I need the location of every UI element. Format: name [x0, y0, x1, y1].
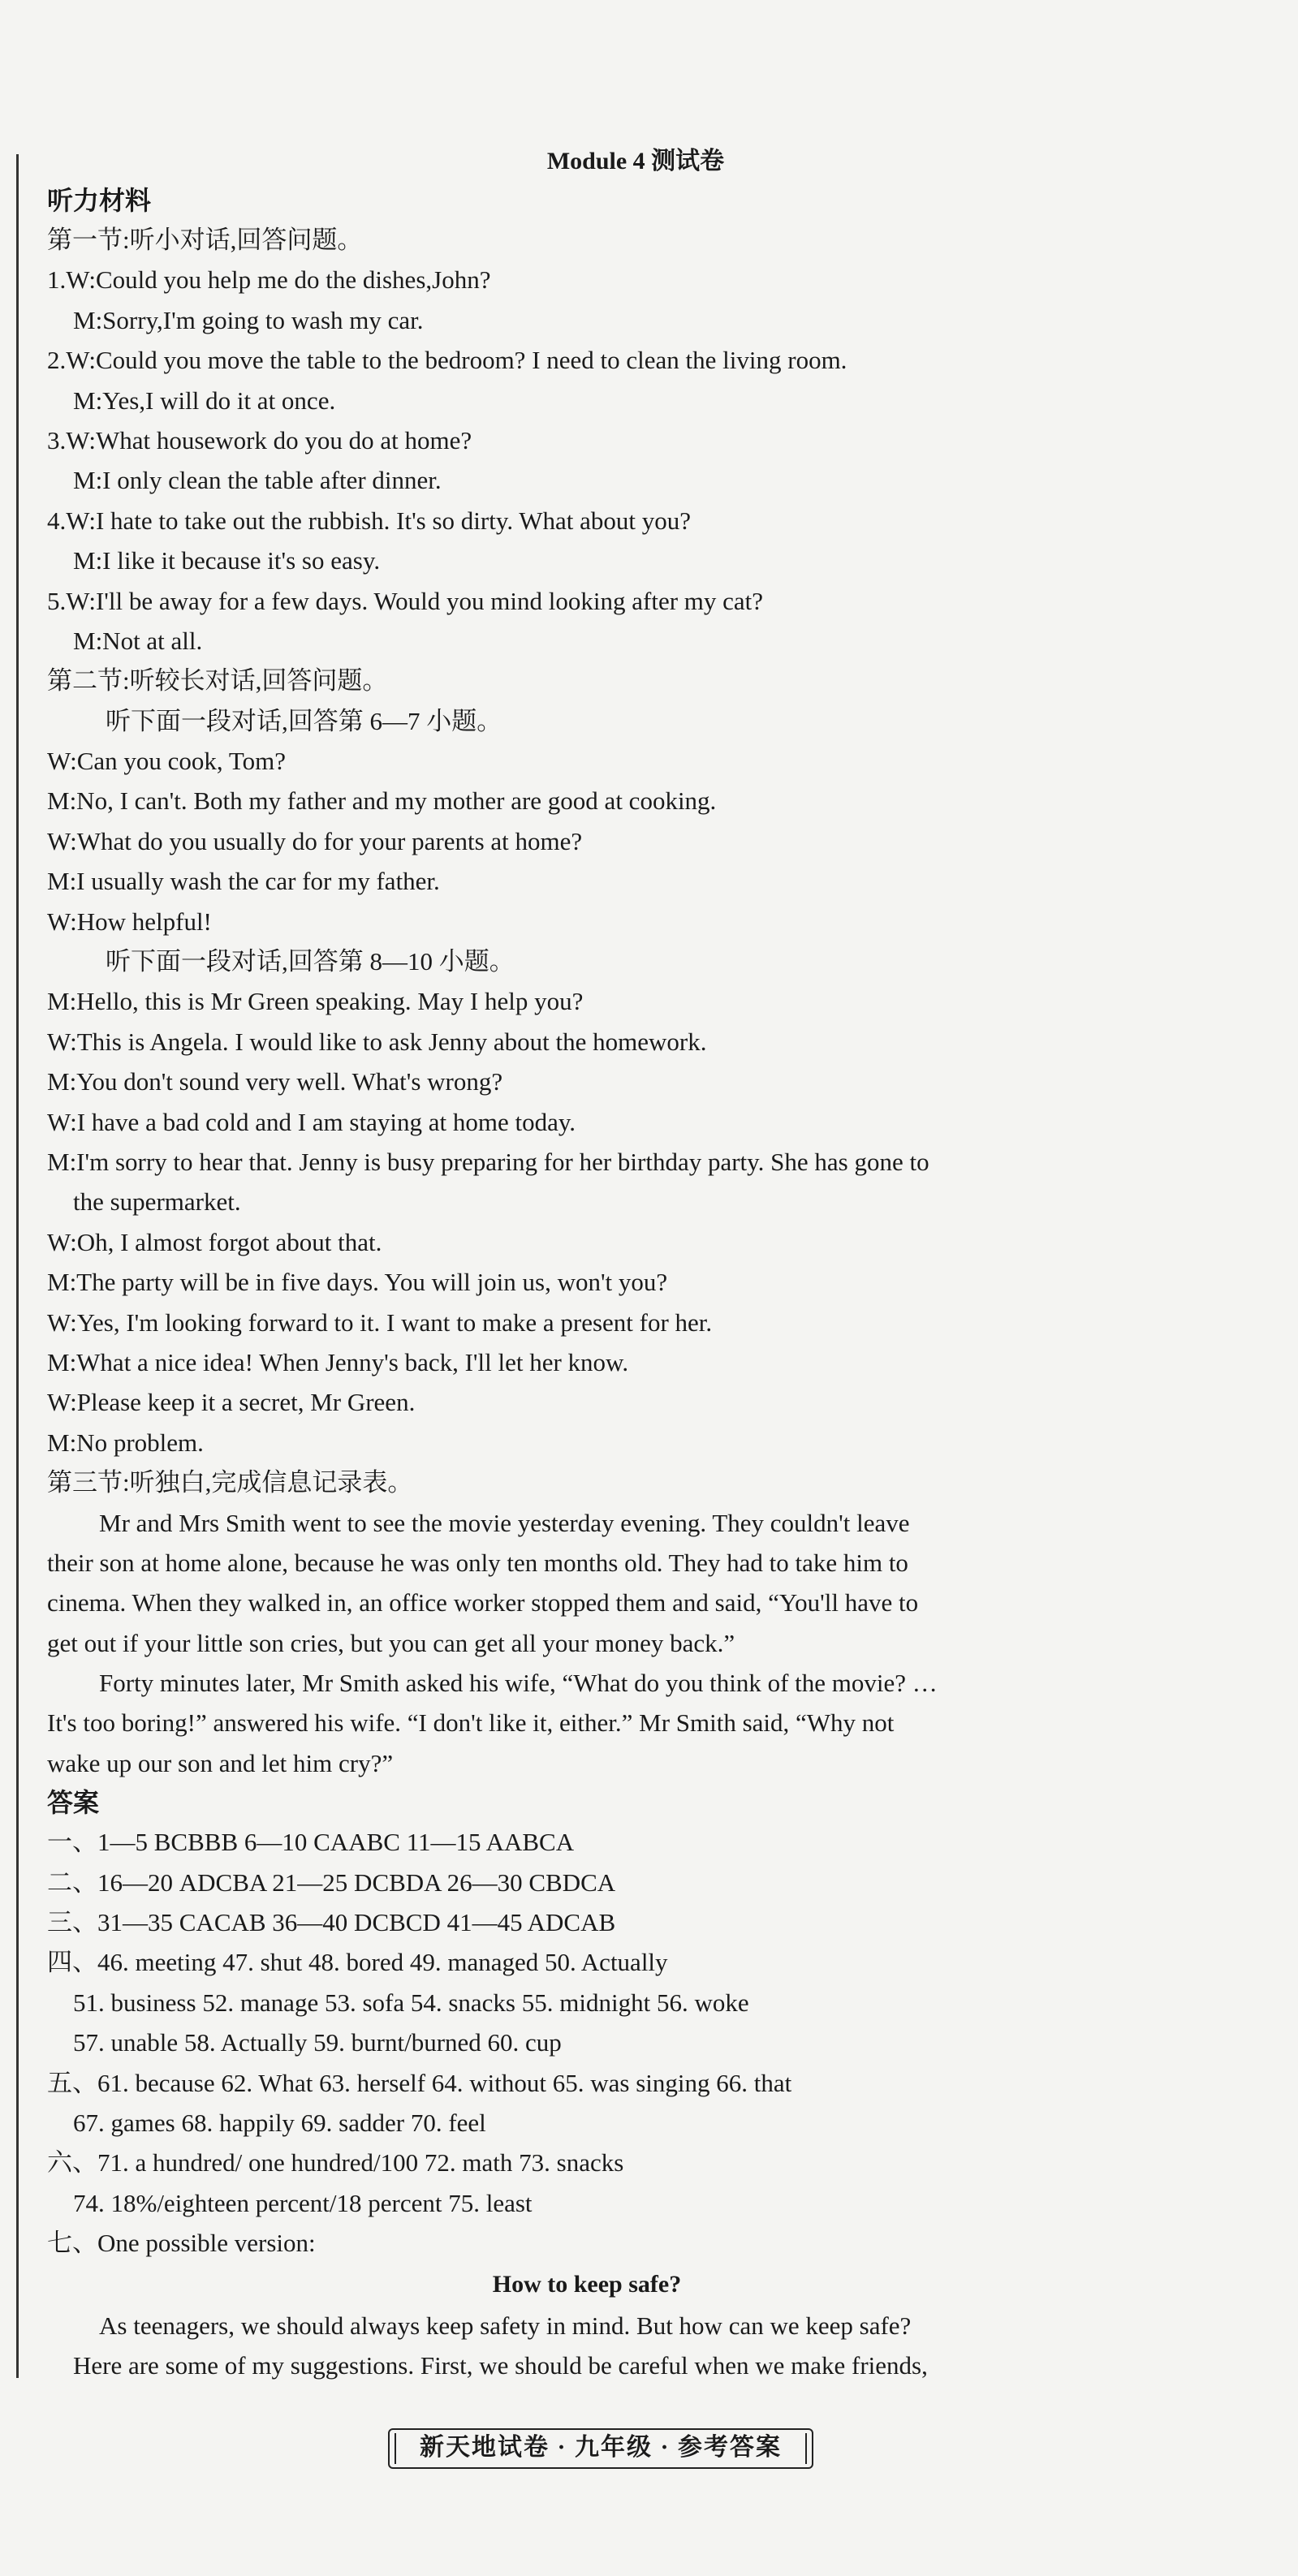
answer-line: 三、31—35 CACAB 36—40 DCBCD 41—45 ADCAB: [47, 1908, 616, 1937]
text-line: M:Not at all.: [73, 626, 203, 655]
text-line: 5.W:I'll be away for a few days. Would you mind looking after my cat?: [47, 586, 764, 615]
margin-rule: [16, 154, 19, 2378]
text-line: M:Hello, this is Mr Green speaking. May I help you?: [47, 987, 584, 1016]
text-line: W:This is Angela. I would like to ask Jenny about the homework.: [47, 1027, 707, 1056]
text-line: 听下面一段对话,回答第 8—10 小题。: [106, 947, 515, 976]
essay-title: How to keep safe?: [492, 2270, 682, 2298]
answer-line: 67. games 68. happily 69. sadder 70. feel: [73, 2108, 486, 2137]
text-line: wake up our son and let him cry?”: [47, 1748, 394, 1777]
text-line: their son at home alone, because he was only ten months old. They had to take him to: [47, 1548, 908, 1577]
text-line: M:I'm sorry to hear that. Jenny is busy preparing for her birthday party. She has gone to: [47, 1147, 929, 1176]
text-line: W:What do you usually do for your parents at home?: [47, 826, 583, 855]
answer-line: 一、1—5 BCBBB 6—10 CAABC 11—15 AABCA: [47, 1828, 575, 1857]
text-line: W:Yes, I'm looking forward to it. I want to make a present for her.: [47, 1307, 713, 1337]
answer-line: 五、61. because 62. What 63. herself 64. without 65. was singing 66. that: [47, 2068, 792, 2097]
answer-line: 六、71. a hundred/ one hundred/100 72. math 73. snacks: [47, 2148, 624, 2178]
answer-line: 51. business 52. manage 53. sofa 54. snacks 55. midnight 56. woke: [73, 1988, 749, 2017]
text-line: M:No, I can't. Both my father and my mother are good at cooking.: [47, 786, 717, 816]
essay-line: As teenagers, we should always keep safety in mind. But how can we keep safe?: [99, 2311, 912, 2340]
listening-heading: 听力材料: [47, 186, 152, 215]
text-line: cinema. When they walked in, an office worker stopped them and said, “You'll have to: [47, 1588, 919, 1618]
text-line: M:I like it because it's so easy.: [73, 546, 381, 575]
text-line: M:No problem.: [47, 1428, 204, 1457]
footer-label: 新天地试卷 · 九年级 · 参考答案: [388, 2428, 813, 2469]
answer-line: 二、16—20 ADCBA 21—25 DCBDA 26—30 CBDCA: [47, 1867, 616, 1897]
essay-body: [47, 2306, 1127, 2386]
text-line: get out if your little son cries, but you can get all your money back.”: [47, 1628, 735, 1657]
text-line: M:The party will be in five days. You will join us, won't you?: [47, 1268, 668, 1297]
answers-heading: 答案: [47, 1788, 100, 1818]
text-line: 2.W:Could you move the table to the bedroom? I need to clean the living room.: [47, 346, 847, 375]
text-line: M:You don't sound very well. What's wrong?: [47, 1067, 503, 1096]
answer-key: [47, 1822, 1127, 2263]
listening-material: [47, 220, 1127, 1783]
answer-page: [47, 142, 1127, 2385]
text-line: W:Can you cook, Tom?: [47, 747, 287, 776]
text-line: W:Please keep it a secret, Mr Green.: [47, 1388, 416, 1417]
text-line: 第二节:听较长对话,回答问题。: [47, 666, 388, 696]
answer-line: 57. unable 58. Actually 59. burnt/burned 60. cup: [73, 2028, 562, 2057]
text-line: W:How helpful!: [47, 907, 212, 936]
text-line: It's too boring!” answered his wife. “I don't like it, either.” Mr Smith said, “Why not: [47, 1708, 895, 1738]
answer-line: 74. 18%/eighteen percent/18 percent 75. least: [73, 2188, 533, 2217]
text-line: M:I usually wash the car for my father.: [47, 867, 440, 896]
page-title: Module 4 测试卷: [546, 148, 725, 174]
text-line: 1.W:Could you help me do the dishes,John?: [47, 265, 491, 295]
essay-line: Here are some of my suggestions. First, we should be careful when we make friends,: [73, 2350, 928, 2380]
text-line: 3.W:What housework do you do at home?: [47, 425, 472, 454]
text-line: 第一节:听小对话,回答问题。: [47, 226, 363, 254]
text-line: W:Oh, I almost forgot about that.: [47, 1227, 382, 1256]
text-line: the supermarket.: [73, 1187, 241, 1217]
text-line: Forty minutes later, Mr Smith asked his wife, “What do you think of the movie? …: [99, 1669, 938, 1698]
text-line: Mr and Mrs Smith went to see the movie yesterday evening. They couldn't leave: [99, 1508, 910, 1537]
text-line: M:I only clean the table after dinner.: [73, 466, 442, 495]
text-line: 4.W:I hate to take out the rubbish. It's so dirty. What about you?: [47, 506, 692, 535]
text-line: M:Sorry,I'm going to wash my car.: [73, 305, 424, 334]
text-line: M:Yes,I will do it at once.: [73, 386, 336, 415]
answer-line: 七、One possible version:: [47, 2229, 316, 2258]
text-line: 听下面一段对话,回答第 6—7 小题。: [106, 706, 502, 735]
text-line: W:I have a bad cold and I am staying at home today.: [47, 1107, 576, 1136]
text-line: 第三节:听独白,完成信息记录表。: [47, 1468, 413, 1497]
text-line: M:What a nice idea! When Jenny's back, I'll let her know.: [47, 1347, 629, 1376]
answer-line: 四、46. meeting 47. shut 48. bored 49. managed 50. Actually: [47, 1948, 668, 1977]
